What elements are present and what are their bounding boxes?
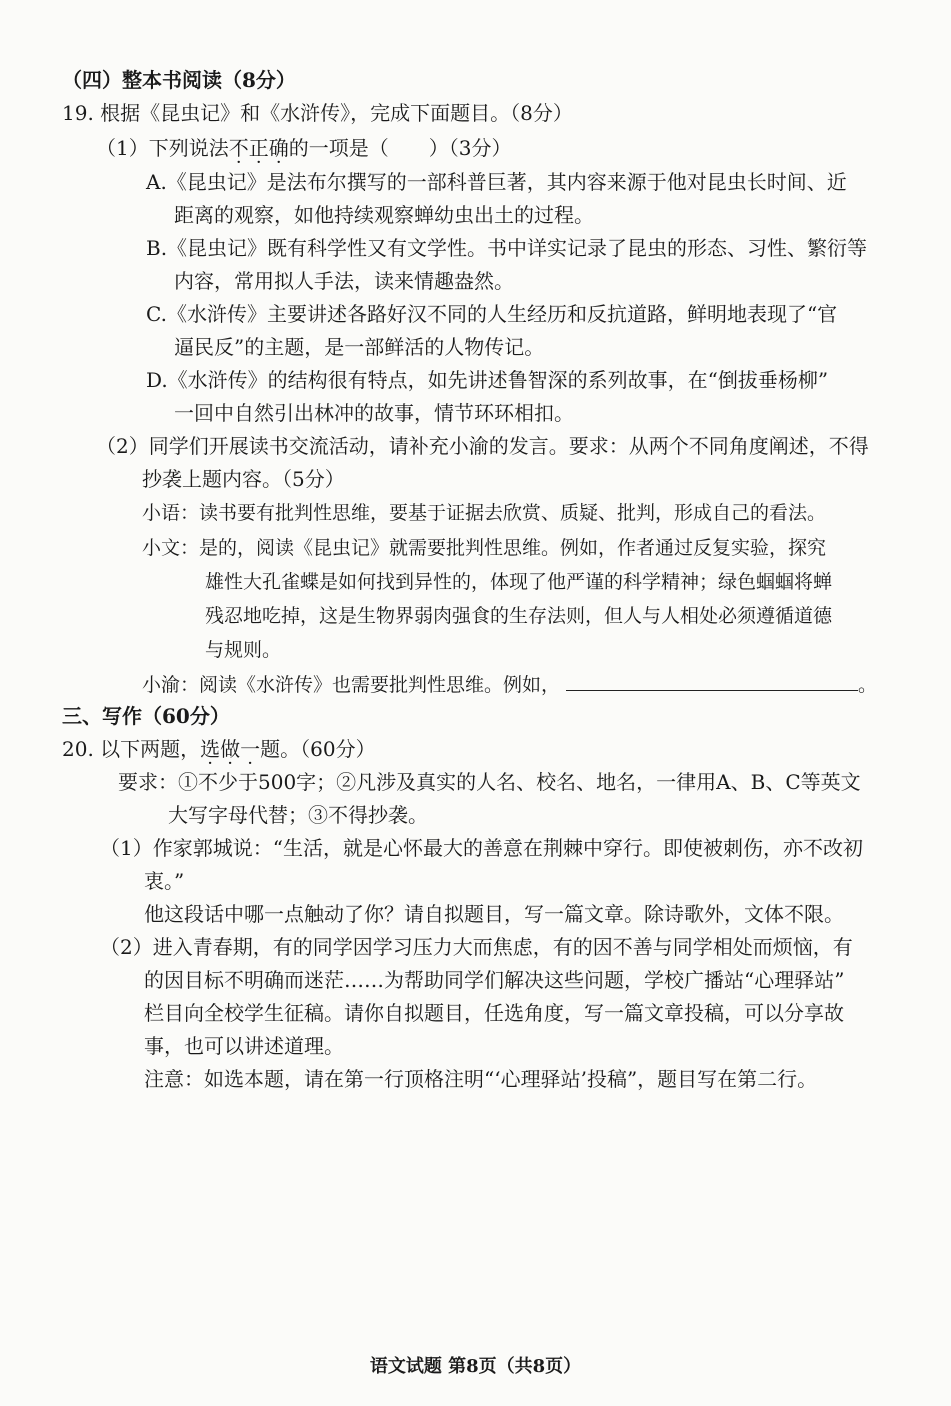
- xiaoyu-statement: 小语：读书要有批判性思维，要基于证据去欣赏、质疑、批判，形成自己的看法。: [142, 502, 827, 524]
- emphasis-char: 一: [240, 737, 261, 761]
- xiaowen-line1: 小文：是的，阅读《昆虫记》就需要批判性思维。例如，作者通过反复实验，探究: [142, 537, 827, 559]
- emphasis-char: 正: [248, 136, 269, 160]
- requirement-line1: 要求：①不少于500字；②凡涉及真实的人名、校名、地名，一律用A、B、C等英文: [118, 770, 861, 794]
- topic1-line3: 他这段话中哪一点触动了你？请自拟题目，写一篇文章。除诗歌外，文体不限。: [144, 902, 844, 926]
- topic1-line1: （1）作家郭城说：“生活，就是心怀最大的善意在荆棘中穿行。即使被刺伤，亦不改初: [100, 836, 863, 860]
- xiaowen-line4: 与规则。: [205, 639, 282, 661]
- option-d-line1: D.《水浒传》的结构很有特点，如先讲述鲁智深的系列故事，在“倒拔垂杨柳”: [146, 368, 829, 392]
- question-19-sub2-line2: 抄袭上题内容。（5分）: [142, 467, 345, 491]
- topic2-note: 注意：如选本题，请在第一行顶格注明“‘心理驿站’投稿”，题目写在第二行。: [144, 1067, 818, 1091]
- sub1-prefix: （1）下列说法: [96, 136, 229, 160]
- topic1-line2: 衷。”: [144, 869, 185, 893]
- sub1-suffix: 的一项是（ ）（3分）: [288, 136, 512, 160]
- question-19-stem: 19. 根据《昆虫记》和《水浒传》，完成下面题目。（8分）: [62, 101, 573, 125]
- topic2-line2: 的因目标不明确而迷茫……为帮助同学们解决这些问题，学校广播站“心理驿站”: [144, 968, 845, 992]
- option-b-line1: B.《昆虫记》既有科学性又有文学性。书中详实记录了昆虫的形态、习性、繁衍等: [146, 236, 868, 260]
- answer-blank[interactable]: [566, 672, 858, 691]
- section-3-title: 三、写作（60分）: [62, 704, 230, 728]
- emphasis-char: 选: [200, 737, 221, 761]
- section-4-title: （四）整本书阅读（8分）: [62, 68, 296, 92]
- question-19-sub1: [96, 136, 511, 160]
- xiaoyu2-text: 小渝：阅读《水浒传》也需要批判性思维。例如，: [142, 674, 561, 696]
- xiaowen-line2: 雄性大孔雀蝶是如何找到异性的，体现了他严谨的科学精神；绿色蝈蝈将蝉: [205, 571, 833, 593]
- requirement-line2: 大写字母代替；③不得抄袭。: [168, 803, 428, 827]
- q20-stem-suffix: 题。（60分）: [260, 737, 376, 761]
- topic2-line1: （2）进入青春期，有的同学因学习压力大而焦虑，有的因不善与同学相处而烦恼，有: [100, 935, 853, 959]
- emphasis-char: 做: [220, 737, 241, 761]
- question-20-stem: [62, 737, 376, 761]
- option-d-line2: 一回中自然引出林冲的故事，情节环环相扣。: [174, 401, 574, 425]
- option-a-line2: 距离的观察，如他持续观察蝉幼虫出土的过程。: [174, 203, 594, 227]
- option-a-line1: A.《昆虫记》是法布尔撰写的一部科普巨著，其内容来源于他对昆虫长时间、近: [146, 170, 847, 194]
- topic2-line3: 栏目向全校学生征稿。请你自拟题目，任选角度，写一篇文章投稿，可以分享故: [144, 1001, 844, 1025]
- page-footer: 语文试题 第8页（共8页）: [369, 1356, 582, 1377]
- emphasis-char: 不: [228, 136, 249, 160]
- option-c-line2: 逼民反”的主题，是一部鲜活的人物传记。: [174, 335, 545, 359]
- question-19-sub2-line1: （2）同学们开展读书交流活动，请补充小渝的发言。要求：从两个不同角度阐述，不得: [96, 434, 869, 458]
- topic2-line4: 事，也可以讲述道理。: [144, 1034, 344, 1058]
- emphasis-char: 确: [268, 136, 289, 160]
- q20-stem-prefix: 20. 以下两题，: [62, 737, 201, 761]
- option-b-line2: 内容，常用拟人手法，读来情趣盎然。: [174, 269, 514, 293]
- option-c-line1: C.《水浒传》主要讲述各路好汉不同的人生经历和反抗道路，鲜明地表现了“官: [146, 302, 838, 326]
- xiaowen-line3: 残忍地吃掉，这是生物界弱肉强食的生存法则，但人与人相处必须遵循道德: [205, 605, 833, 627]
- xiaoyu2-statement: [142, 672, 877, 697]
- period: 。: [858, 674, 878, 696]
